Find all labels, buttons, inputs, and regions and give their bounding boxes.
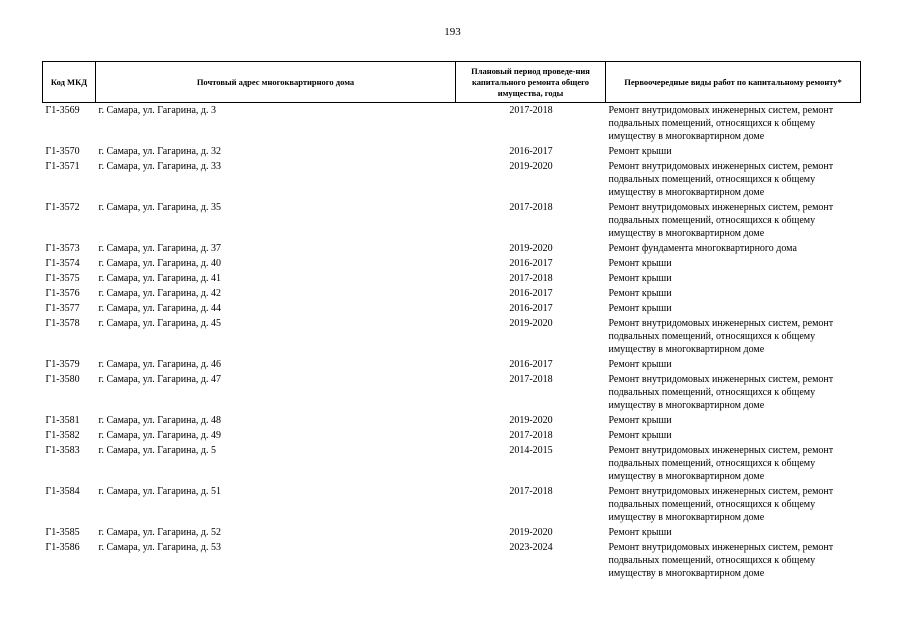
period-cell: 2017-2018 bbox=[509, 486, 553, 497]
table-row bbox=[43, 200, 861, 241]
page-number: 193 bbox=[444, 26, 461, 38]
table-row bbox=[43, 372, 861, 413]
header-code: Код МКД bbox=[43, 62, 96, 103]
header-period: Плановый период проведе-ния капитального ремонта общего имущества, годы bbox=[456, 62, 606, 103]
period-cell: 2016-2017 bbox=[509, 359, 553, 370]
work-cell: Ремонт крыши bbox=[608, 415, 672, 426]
addr-cell: г. Самара, ул. Гагарина, д. 5 bbox=[98, 445, 217, 456]
work-cell: Ремонт внутридомовых инженерных систем, ремонт подвальных помещений, относящихся к общему имуществу в многоквартирном доме bbox=[608, 161, 834, 198]
table-row bbox=[43, 316, 861, 357]
period-cell: 2017-2018 bbox=[509, 273, 553, 284]
addr-cell: г. Самара, ул. Гагарина, д. 42 bbox=[98, 288, 222, 299]
table-row bbox=[43, 540, 861, 581]
header-work: Первоочередные виды работ по капитальному ремонту* bbox=[606, 62, 861, 103]
addr-cell: г. Самара, ул. Гагарина, д. 53 bbox=[98, 542, 222, 553]
code-cell: Г1-3581 bbox=[45, 415, 80, 426]
work-cell: Ремонт крыши bbox=[608, 146, 672, 157]
addr-cell: г. Самара, ул. Гагарина, д. 41 bbox=[98, 273, 222, 284]
table-row bbox=[43, 428, 861, 443]
addr-cell: г. Самара, ул. Гагарина, д. 33 bbox=[98, 161, 222, 172]
addr-cell: г. Самара, ул. Гагарина, д. 3 bbox=[98, 105, 217, 116]
addr-cell: г. Самара, ул. Гагарина, д. 46 bbox=[98, 359, 222, 370]
addr-cell: г. Самара, ул. Гагарина, д. 48 bbox=[98, 415, 222, 426]
addr-cell: г. Самара, ул. Гагарина, д. 52 bbox=[98, 527, 222, 538]
work-cell: Ремонт внутридомовых инженерных систем, ремонт подвальных помещений, относящихся к общему имуществу в многоквартирном доме bbox=[608, 105, 834, 142]
period-cell: 2017-2018 bbox=[509, 202, 553, 213]
table-header-row bbox=[43, 62, 861, 103]
code-cell: Г1-3572 bbox=[45, 202, 80, 213]
table-row bbox=[43, 525, 861, 540]
addr-cell: г. Самара, ул. Гагарина, д. 47 bbox=[98, 374, 222, 385]
period-cell: 2017-2018 bbox=[509, 374, 553, 385]
work-cell: Ремонт внутридомовых инженерных систем, ремонт подвальных помещений, относящихся к общему имуществу в многоквартирном доме bbox=[608, 318, 834, 355]
table-header bbox=[43, 62, 861, 103]
code-cell: Г1-3576 bbox=[45, 288, 80, 299]
period-cell: 2016-2017 bbox=[509, 146, 553, 157]
code-cell: Г1-3575 bbox=[45, 273, 80, 284]
addr-cell: г. Самара, ул. Гагарина, д. 45 bbox=[98, 318, 222, 329]
work-cell: Ремонт крыши bbox=[608, 430, 672, 441]
table-row bbox=[43, 159, 861, 200]
table-row bbox=[43, 271, 861, 286]
work-cell: Ремонт крыши bbox=[608, 359, 672, 370]
code-cell: Г1-3569 bbox=[45, 105, 80, 116]
table-row bbox=[43, 241, 861, 256]
table-row bbox=[43, 413, 861, 428]
code-cell: Г1-3582 bbox=[45, 430, 80, 441]
table-row bbox=[43, 256, 861, 271]
work-cell: Ремонт внутридомовых инженерных систем, ремонт подвальных помещений, относящихся к общему имуществу в многоквартирном доме bbox=[608, 445, 834, 482]
table-row bbox=[43, 103, 861, 145]
period-cell: 2019-2020 bbox=[509, 415, 553, 426]
work-cell: Ремонт внутридомовых инженерных систем, ремонт подвальных помещений, относящихся к общему имуществу в многоквартирном доме bbox=[608, 542, 834, 579]
period-cell: 2019-2020 bbox=[509, 318, 553, 329]
period-cell: 2017-2018 bbox=[509, 105, 553, 116]
table-row bbox=[43, 301, 861, 316]
period-cell: 2016-2017 bbox=[509, 258, 553, 269]
addr-cell: г. Самара, ул. Гагарина, д. 37 bbox=[98, 243, 222, 254]
work-cell: Ремонт крыши bbox=[608, 288, 672, 299]
addr-cell: г. Самара, ул. Гагарина, д. 32 bbox=[98, 146, 222, 157]
code-cell: Г1-3573 bbox=[45, 243, 80, 254]
period-cell: 2016-2017 bbox=[509, 288, 553, 299]
work-cell: Ремонт внутридомовых инженерных систем, ремонт подвальных помещений, относящихся к общему имуществу в многоквартирном доме bbox=[608, 202, 834, 239]
code-cell: Г1-3583 bbox=[45, 445, 80, 456]
table-row bbox=[43, 144, 861, 159]
period-cell: 2016-2017 bbox=[509, 303, 553, 314]
work-cell: Ремонт крыши bbox=[608, 258, 672, 269]
code-cell: Г1-3571 bbox=[45, 161, 80, 172]
period-cell: 2014-2015 bbox=[509, 445, 553, 456]
capital-repair-table bbox=[42, 61, 861, 581]
addr-cell: г. Самара, ул. Гагарина, д. 44 bbox=[98, 303, 222, 314]
work-cell: Ремонт внутридомовых инженерных систем, ремонт подвальных помещений, относящихся к общему имуществу в многоквартирном доме bbox=[608, 374, 834, 411]
addr-cell: г. Самара, ул. Гагарина, д. 49 bbox=[98, 430, 222, 441]
work-cell: Ремонт крыши bbox=[608, 303, 672, 314]
header-address: Почтовый адрес многоквартирного дома bbox=[96, 62, 456, 103]
code-cell: Г1-3578 bbox=[45, 318, 80, 329]
table-row bbox=[43, 443, 861, 484]
addr-cell: г. Самара, ул. Гагарина, д. 40 bbox=[98, 258, 222, 269]
work-cell: Ремонт крыши bbox=[608, 273, 672, 284]
code-cell: Г1-3586 bbox=[45, 542, 80, 553]
code-cell: Г1-3579 bbox=[45, 359, 80, 370]
period-cell: 2019-2020 bbox=[509, 527, 553, 538]
addr-cell: г. Самара, ул. Гагарина, д. 51 bbox=[98, 486, 222, 497]
work-cell: Ремонт фундамента многоквартирного дома bbox=[608, 243, 797, 254]
table-row bbox=[43, 484, 861, 525]
code-cell: Г1-3585 bbox=[45, 527, 80, 538]
period-cell: 2023-2024 bbox=[509, 542, 553, 553]
code-cell: Г1-3580 bbox=[45, 374, 80, 385]
code-cell: Г1-3574 bbox=[45, 258, 80, 269]
period-cell: 2019-2020 bbox=[509, 161, 553, 172]
period-cell: 2019-2020 bbox=[509, 243, 553, 254]
addr-cell: г. Самара, ул. Гагарина, д. 35 bbox=[98, 202, 222, 213]
work-cell: Ремонт крыши bbox=[608, 527, 672, 538]
work-cell: Ремонт внутридомовых инженерных систем, ремонт подвальных помещений, относящихся к общему имуществу в многоквартирном доме bbox=[608, 486, 834, 523]
code-cell: Г1-3570 bbox=[45, 146, 80, 157]
code-cell: Г1-3577 bbox=[45, 303, 80, 314]
table-row bbox=[43, 286, 861, 301]
period-cell: 2017-2018 bbox=[509, 430, 553, 441]
code-cell: Г1-3584 bbox=[45, 486, 80, 497]
table-body bbox=[43, 103, 861, 582]
table-row bbox=[43, 357, 861, 372]
